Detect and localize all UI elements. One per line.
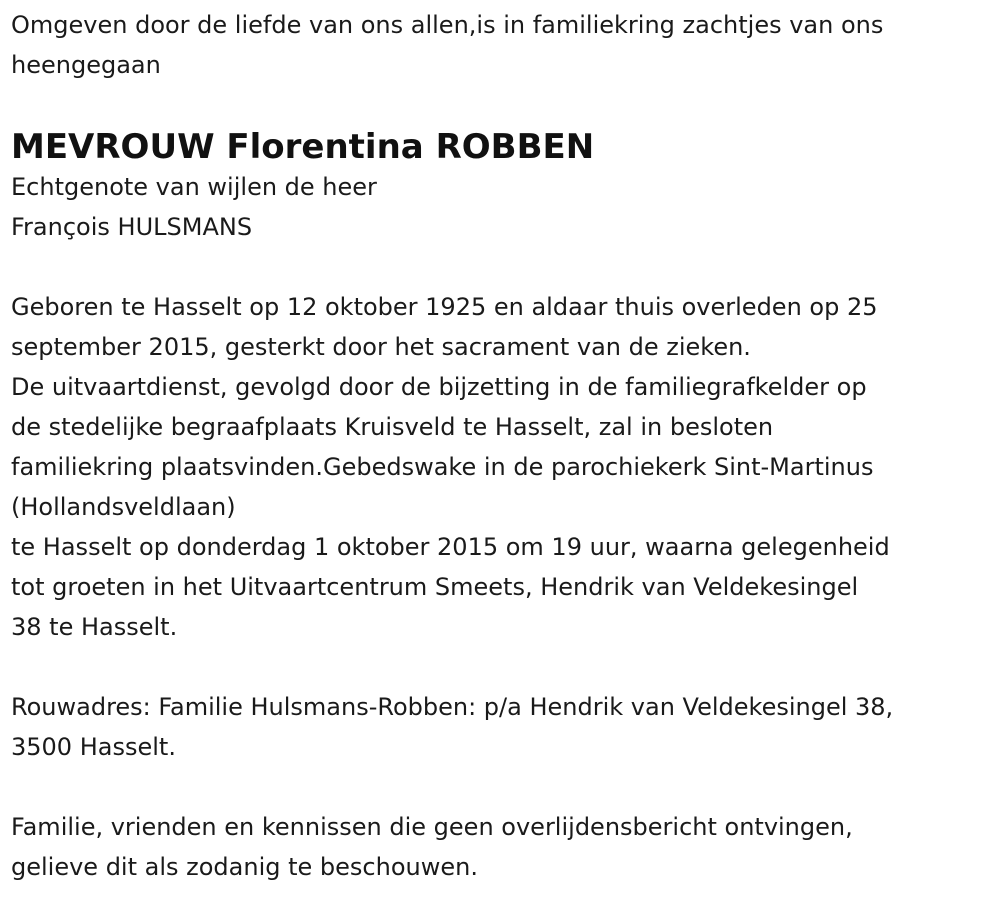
spacer	[11, 767, 991, 807]
intro-line: heengegaan	[11, 51, 161, 79]
spacer	[11, 85, 991, 127]
intro-paragraph	[11, 5, 991, 85]
spacer	[11, 247, 991, 287]
details-line: tot groeten in het Uitvaartcentrum Smeets, Hendrik van Veldekesingel	[11, 573, 859, 601]
address-line: 3500 Hasselt.	[11, 733, 176, 761]
spouse-line: Echtgenote van wijlen de heer	[11, 173, 377, 201]
intro-line: Omgeven door de liefde van ons allen,is in familiekring zachtjes van ons	[11, 11, 884, 39]
details-line: te Hasselt op donderdag 1 oktober 2015 om 19 uur, waarna gelegenheid	[11, 533, 890, 561]
address-line: Rouwadres: Familie Hulsmans-Robben: p/a Hendrik van Veldekesingel 38,	[11, 693, 894, 721]
obituary-notice	[11, 5, 991, 887]
address-paragraph	[11, 687, 991, 767]
details-line: de stedelijke begraafplaats Kruisveld te Hasselt, zal in besloten	[11, 413, 774, 441]
spouse-line: François HULSMANS	[11, 213, 253, 241]
closing-paragraph	[11, 807, 991, 887]
details-line: (Hollandsveldlaan)	[11, 493, 236, 521]
details-line: De uitvaartdienst, gevolgd door de bijzetting in de familiegrafkelder op	[11, 373, 867, 401]
details-line: september 2015, gesterkt door het sacrament van de zieken.	[11, 333, 751, 361]
spouse-paragraph	[11, 167, 991, 247]
details-line: 38 te Hasselt.	[11, 613, 178, 641]
details-paragraph	[11, 287, 991, 647]
deceased-name: MEVROUW Florentina ROBBEN	[11, 127, 595, 167]
closing-line: gelieve dit als zodanig te beschouwen.	[11, 853, 478, 881]
details-line: Geboren te Hasselt op 12 oktober 1925 en aldaar thuis overleden op 25	[11, 293, 878, 321]
closing-line: Familie, vrienden en kennissen die geen overlijdensbericht ontvingen,	[11, 813, 853, 841]
spacer	[11, 647, 991, 687]
details-line: familiekring plaatsvinden.Gebedswake in de parochiekerk Sint-Martinus	[11, 453, 874, 481]
